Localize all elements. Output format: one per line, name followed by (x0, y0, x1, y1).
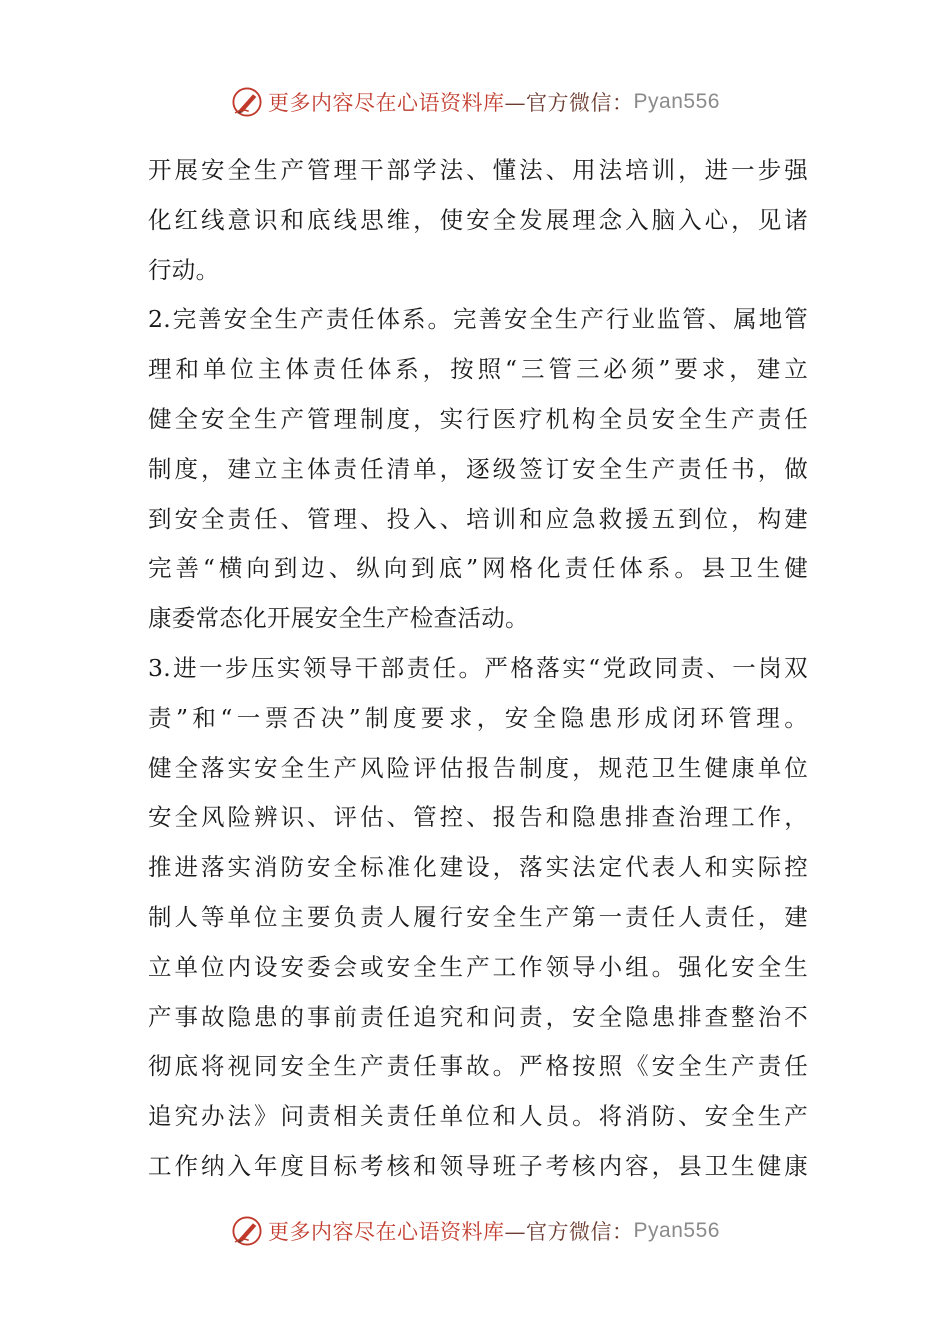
body-line: 安全风险辨识、评估、管控、报告和隐患排查治理工作， (148, 803, 808, 832)
body-line: 健全落实安全生产风险评估报告制度，规范卫生健康单位 (148, 753, 808, 782)
body-line: 追究办法》问责相关责任单位和人员。将消防、安全生产 (148, 1102, 808, 1131)
body-line: 工作纳入年度目标考核和领导班子考核内容，县卫生健康 (148, 1151, 808, 1180)
body-line: 彻底将视同安全生产责任事故。严格按照《安全生产责任 (148, 1052, 808, 1081)
header-banner-wechat-id: Pyan556 (633, 90, 720, 113)
body-line: 化红线意识和底线思维，使安全发展理念入脑入心，见诸 (148, 205, 808, 234)
body-line: 3.进一步压实领导干部责任。严格落实“党政同责、一岗双 (148, 653, 808, 682)
pen-logo-icon (230, 1214, 264, 1248)
body-line: 立单位内设安委会或安全生产工作领导小组。强化安全生 (148, 952, 808, 981)
body-line: 行动。 (148, 255, 220, 284)
body-line: 开展安全生产管理干部学法、懂法、用法培训，进一步强 (148, 156, 808, 184)
body-line: 2.完善安全生产责任体系。完善安全生产行业监管、属地管 (148, 305, 808, 334)
body-line: 产事故隐患的事前责任追究和问责，安全隐患排查整治不 (148, 1002, 808, 1031)
footer-banner-dark-text: —官方微信： (504, 1220, 634, 1244)
body-line: 责”和“一票否决”制度要求，安全隐患形成闭环管理。 (148, 703, 808, 732)
body-line: 推进落实消防安全标准化建设，落实法定代表人和实际控 (148, 853, 808, 882)
document-body (148, 146, 808, 1192)
header-banner-dark-text: —官方微信： (504, 91, 634, 115)
footer-banner-wechat-id: Pyan556 (633, 1219, 720, 1242)
body-line: 康委常态化开展安全生产检查活动。 (148, 604, 529, 633)
body-line: 完善“横向到边、纵向到底”网格化责任体系。县卫生健 (148, 554, 808, 583)
body-line: 制人等单位主要负责人履行安全生产第一责任人责任，建 (148, 902, 808, 931)
pen-logo-icon (230, 85, 264, 119)
body-line: 制度，建立主体责任清单，逐级签订安全生产责任书，做 (148, 454, 808, 483)
header-banner-red-text: 更多内容尽在心语资料库 (268, 91, 505, 115)
footer-banner (0, 1211, 950, 1251)
body-line: 理和单位主体责任体系，按照“三管三必须”要求，建立 (148, 355, 808, 384)
body-line: 到安全责任、管理、投入、培训和应急救援五到位，构建 (148, 504, 808, 533)
header-banner (0, 82, 950, 122)
body-line: 健全安全生产管理制度，实行医疗机构全员安全生产责任 (148, 404, 808, 433)
footer-banner-red-text: 更多内容尽在心语资料库 (268, 1220, 505, 1244)
